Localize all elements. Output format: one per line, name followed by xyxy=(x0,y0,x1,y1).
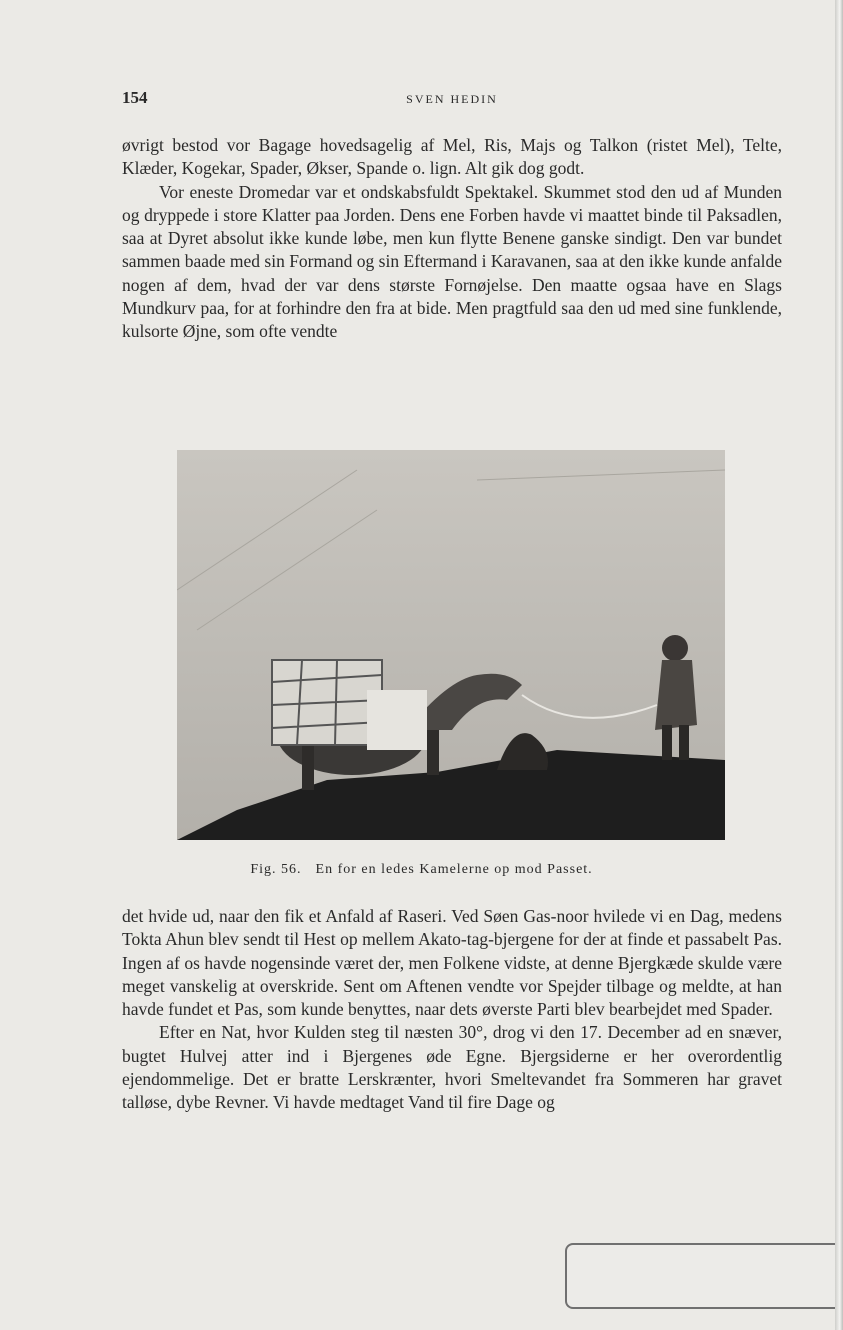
paragraph: det hvide ud, naar den fik et Anfald af Raseri. Ved Søen Gas-noor hvilede vi en Dag, medens Tokta Ahun blev sendt til Hest op mellem Akato-tag-bjergene for der at finde et passabelt Pas. Ingen af os havde nogensinde været der, men Folkene vidste, at denne Bjergkæde skulde være meget vanskelig at overskride. Sent om Aftenen vendte vor Spejder tilbage og meldte, at han havde fundet et Pas, som kunde benyttes, naar dets øverste Parti blev bearbejdet med Spader. xyxy=(122,906,782,1020)
page-number: 154 xyxy=(122,88,148,107)
paragraph: Efter en Nat, hvor Kulden steg til næsten 30°, drog vi den 17. December ad en snæver, bugtet Hulvej atter ind i Bjergenes øde Egne. Bjergsiderne er her overordentlig ejendommelige. Det er bratte Lerskrænter, hvori Smeltevandet fra Sommeren har gravet talløse, dybe Revner. Vi havde medtaget Vand til fire Dage og xyxy=(122,1022,782,1113)
body-text-bottom xyxy=(122,905,782,1115)
figure-caption-text: En for en ledes Kamelerne op mod Passet. xyxy=(315,862,593,877)
page-tab-overlay xyxy=(565,1243,837,1309)
paragraph: Vor eneste Dromedar var et ondskabsfuldt Spektakel. Skummet stod den ud af Munden og dryppede i store Klatter paa Jorden. Dens ene Forben havde vi maattet binde til Paksadlen, saa at Dyret absolut ikke kunde løbe, men kun flytte Benene ganske sindigt. Den var bundet sammen baade med sin Formand og sin Eftermand i Karavanen, saa at den ikke kunde anfalde nogen af dem, hvad der var dens største Fornøjelse. Den maatte ogsaa have en Slags Mundkurv paa, for at forhindre den fra at bide. Men pragtfuld saa den ud med sine funklende, kulsorte Øjne, som ofte vendte xyxy=(122,181,782,342)
page-edge xyxy=(835,0,843,1330)
running-head: SVEN HEDIN xyxy=(406,92,498,106)
figure-label: Fig. 56. xyxy=(250,862,302,877)
page-header xyxy=(122,88,782,112)
paragraph: øvrigt bestod vor Bagage hovedsagelig af Mel, Ris, Majs og Talkon (ristet Mel), Telte, Klæder, Kogekar, Spader, Økser, Spande o. lign. Alt gik dog godt. xyxy=(122,135,782,179)
body-text-top xyxy=(122,134,782,344)
figure-caption xyxy=(0,862,843,878)
photo-illustration xyxy=(177,450,725,840)
camel-photograph xyxy=(177,450,725,840)
